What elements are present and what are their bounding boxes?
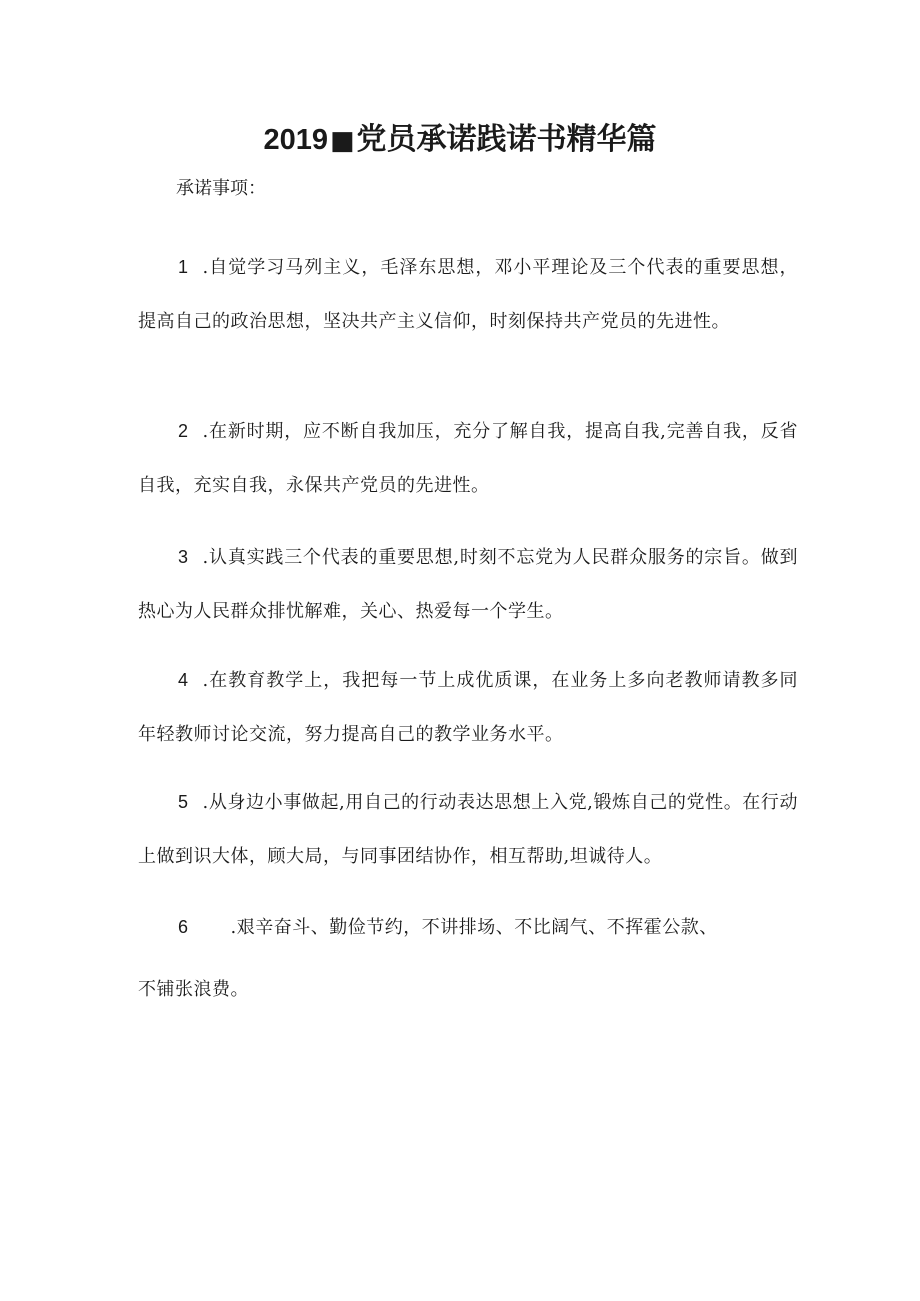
commitment-item-6 [138,900,798,1017]
commitment-item-1 [138,240,798,349]
item-text: .艰辛奋斗、勤俭节约，不讲排场、不比阔气、不挥霍公款、 [230,917,718,938]
commitment-item-2 [138,404,798,513]
item-text: .自觉学习马列主义，毛泽东思想，邓小平理论及三个代表的重要思想，提高自己的政治思想，坚决共产主义信仰，时刻保持共产党员的先进性。 [138,257,798,332]
commitment-item-4 [138,653,798,762]
commitment-heading: 承诺事项： [176,178,266,199]
item-text: .在教育教学上，我把每一节上成优质课，在业务上多向老教师请教多同年轻教师讨论交流，努力提高自己的教学业务水平。 [138,670,798,745]
commitment-item-3 [138,530,798,639]
commitment-item-5 [138,775,798,884]
title-text: 党员承诺践诺书精华篇 [356,122,657,157]
item-number: 6 [178,917,189,937]
title-year: 2019 [263,124,328,156]
item-number: 2 [178,421,189,441]
item-number: 3 [178,547,189,567]
item-number: 1 [178,257,189,277]
item-number: 4 [178,670,189,690]
title-square-symbol: ■ [329,126,355,156]
item-text-continued: 不铺张浪费。 [138,979,249,1000]
item-number: 5 [178,792,189,812]
item-text: .认真实践三个代表的重要思想,时刻不忘党为人民群众服务的宗旨。做到热心为人民群众排忧解难，关心、热爱每一个学生。 [138,547,798,622]
item-text: .在新时期，应不断自我加压，充分了解自我，提高自我,完善自我，反省自我，充实自我，永保共产党员的先进性。 [138,421,798,496]
page-title [0,118,920,163]
item-text: .从身边小事做起,用自己的行动表达思想上入党,锻炼自己的党性。在行动上做到识大体，顾大局，与同事团结协作，相互帮助,坦诚待人。 [138,792,798,867]
